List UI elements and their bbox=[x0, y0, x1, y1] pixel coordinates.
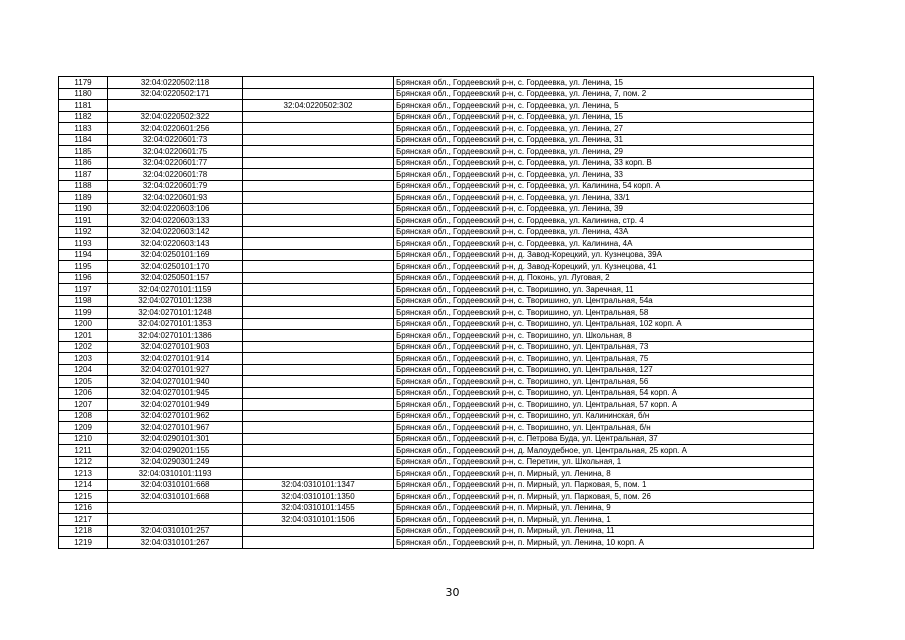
cadastral-number-cell: 32:04:0270101:1386 bbox=[108, 330, 243, 342]
table-row bbox=[59, 456, 814, 468]
table-row bbox=[59, 134, 814, 146]
address-cell: Брянская обл., Гордеевский р-н, с. Творишино, ул. Центральная, 57 корп. А bbox=[394, 399, 814, 411]
table-row bbox=[59, 215, 814, 227]
room-cadastral-number-cell bbox=[243, 422, 394, 434]
address-cell: Брянская обл., Гордеевский р-н, с. Гордеевка, ул. Калинина, стр. 4 bbox=[394, 215, 814, 227]
row-number-cell: 1214 bbox=[59, 479, 108, 491]
address-cell: Брянская обл., Гордеевский р-н, с. Творишино, ул. Центральная, 127 bbox=[394, 364, 814, 376]
cadastral-number-cell bbox=[108, 100, 243, 112]
table-row bbox=[59, 422, 814, 434]
address-cell: Брянская обл., Гордеевский р-н, с. Гордеевка, ул. Ленина, 15 bbox=[394, 111, 814, 123]
room-cadastral-number-cell bbox=[243, 146, 394, 158]
cadastral-number-cell: 32:04:0220601:75 bbox=[108, 146, 243, 158]
cadastral-number-cell: 32:04:0290301:249 bbox=[108, 456, 243, 468]
table-row bbox=[59, 88, 814, 100]
table-row bbox=[59, 295, 814, 307]
room-cadastral-number-cell bbox=[243, 456, 394, 468]
row-number-cell: 1200 bbox=[59, 318, 108, 330]
cadastral-number-cell: 32:04:0270101:962 bbox=[108, 410, 243, 422]
row-number-cell: 1210 bbox=[59, 433, 108, 445]
row-number-cell: 1183 bbox=[59, 123, 108, 135]
address-cell: Брянская обл., Гордеевский р-н, п. Мирный, ул. Ленина, 1 bbox=[394, 514, 814, 526]
cadastral-number-cell: 32:04:0310101:668 bbox=[108, 491, 243, 503]
address-cell: Брянская обл., Гордеевский р-н, с. Гордеевка, ул. Калинина, 54 корп. А bbox=[394, 180, 814, 192]
cadastral-number-cell: 32:04:0270101:914 bbox=[108, 353, 243, 365]
table-row bbox=[59, 318, 814, 330]
row-number-cell: 1211 bbox=[59, 445, 108, 457]
table-row bbox=[59, 307, 814, 319]
table-row bbox=[59, 399, 814, 411]
table-row bbox=[59, 226, 814, 238]
row-number-cell: 1186 bbox=[59, 157, 108, 169]
row-number-cell: 1188 bbox=[59, 180, 108, 192]
room-cadastral-number-cell bbox=[243, 410, 394, 422]
address-cell: Брянская обл., Гордеевский р-н, с. Творишино, ул. Центральная, 75 bbox=[394, 353, 814, 365]
row-number-cell: 1203 bbox=[59, 353, 108, 365]
row-number-cell: 1189 bbox=[59, 192, 108, 204]
address-cell: Брянская обл., Гордеевский р-н, с. Творишино, ул. Центральная, б/н bbox=[394, 422, 814, 434]
address-cell: Брянская обл., Гордеевский р-н, с. Гордеевка, ул. Ленина, 29 bbox=[394, 146, 814, 158]
row-number-cell: 1192 bbox=[59, 226, 108, 238]
row-number-cell: 1209 bbox=[59, 422, 108, 434]
table-row bbox=[59, 502, 814, 514]
cadastral-number-cell: 32:04:0220603:142 bbox=[108, 226, 243, 238]
address-cell: Брянская обл., Гордеевский р-н, с. Гордеевка, ул. Калинина, 4А bbox=[394, 238, 814, 250]
room-cadastral-number-cell: 32:04:0220502:302 bbox=[243, 100, 394, 112]
address-cell: Брянская обл., Гордеевский р-н, п. Мирный, ул. Ленина, 10 корп. А bbox=[394, 537, 814, 549]
cadastral-number-cell: 32:04:0220603:106 bbox=[108, 203, 243, 215]
address-cell: Брянская обл., Гордеевский р-н, с. Творишино, ул. Школьная, 8 bbox=[394, 330, 814, 342]
row-number-cell: 1217 bbox=[59, 514, 108, 526]
room-cadastral-number-cell bbox=[243, 111, 394, 123]
row-number-cell: 1198 bbox=[59, 295, 108, 307]
address-cell: Брянская обл., Гордеевский р-н, с. Творишино, ул. Центральная, 102 корп. А bbox=[394, 318, 814, 330]
cadastral-number-cell bbox=[108, 502, 243, 514]
cadastral-number-cell: 32:04:0220603:133 bbox=[108, 215, 243, 227]
table-row bbox=[59, 100, 814, 112]
address-cell: Брянская обл., Гордеевский р-н, с. Гордеевка, ул. Ленина, 43А bbox=[394, 226, 814, 238]
table-row bbox=[59, 272, 814, 284]
property-table bbox=[58, 76, 814, 549]
table-row bbox=[59, 353, 814, 365]
address-cell: Брянская обл., Гордеевский р-н, д. Поконь, ул. Луговая, 2 bbox=[394, 272, 814, 284]
cadastral-number-cell: 32:04:0220601:77 bbox=[108, 157, 243, 169]
room-cadastral-number-cell bbox=[243, 192, 394, 204]
room-cadastral-number-cell bbox=[243, 295, 394, 307]
row-number-cell: 1202 bbox=[59, 341, 108, 353]
room-cadastral-number-cell bbox=[243, 261, 394, 273]
table-row bbox=[59, 192, 814, 204]
room-cadastral-number-cell bbox=[243, 318, 394, 330]
room-cadastral-number-cell bbox=[243, 537, 394, 549]
row-number-cell: 1196 bbox=[59, 272, 108, 284]
row-number-cell: 1195 bbox=[59, 261, 108, 273]
row-number-cell: 1207 bbox=[59, 399, 108, 411]
cadastral-number-cell: 32:04:0250501:157 bbox=[108, 272, 243, 284]
address-cell: Брянская обл., Гордеевский р-н, с. Творишино, ул. Центральная, 54а bbox=[394, 295, 814, 307]
cadastral-number-cell: 32:04:0270101:1353 bbox=[108, 318, 243, 330]
row-number-cell: 1213 bbox=[59, 468, 108, 480]
room-cadastral-number-cell bbox=[243, 123, 394, 135]
cadastral-number-cell: 32:04:0250101:169 bbox=[108, 249, 243, 261]
table-row bbox=[59, 491, 814, 503]
table-row bbox=[59, 525, 814, 537]
table-row bbox=[59, 376, 814, 388]
row-number-cell: 1219 bbox=[59, 537, 108, 549]
cadastral-number-cell: 32:04:0270101:945 bbox=[108, 387, 243, 399]
cadastral-number-cell: 32:04:0270101:1248 bbox=[108, 307, 243, 319]
room-cadastral-number-cell bbox=[243, 445, 394, 457]
room-cadastral-number-cell bbox=[243, 341, 394, 353]
row-number-cell: 1185 bbox=[59, 146, 108, 158]
cadastral-number-cell: 32:04:0220502:118 bbox=[108, 77, 243, 89]
row-number-cell: 1206 bbox=[59, 387, 108, 399]
row-number-cell: 1184 bbox=[59, 134, 108, 146]
room-cadastral-number-cell bbox=[243, 203, 394, 215]
table-row bbox=[59, 479, 814, 491]
table-row bbox=[59, 514, 814, 526]
row-number-cell: 1191 bbox=[59, 215, 108, 227]
cadastral-number-cell: 32:04:0220502:171 bbox=[108, 88, 243, 100]
address-cell: Брянская обл., Гордеевский р-н, с. Гордеевка, ул. Ленина, 33 bbox=[394, 169, 814, 181]
page-number: 30 bbox=[445, 586, 460, 599]
table-row bbox=[59, 341, 814, 353]
table-row bbox=[59, 123, 814, 135]
address-cell: Брянская обл., Гордеевский р-н, с. Творишино, ул. Центральная, 54 корп. А bbox=[394, 387, 814, 399]
address-cell: Брянская обл., Гордеевский р-н, с. Творишино, ул. Заречная, 11 bbox=[394, 284, 814, 296]
row-number-cell: 1215 bbox=[59, 491, 108, 503]
address-cell: Брянская обл., Гордеевский р-н, с. Петрова Буда, ул. Центральная, 37 bbox=[394, 433, 814, 445]
address-cell: Брянская обл., Гордеевский р-н, с. Гордеевка, ул. Ленина, 7, пом. 2 bbox=[394, 88, 814, 100]
table-row bbox=[59, 180, 814, 192]
row-number-cell: 1179 bbox=[59, 77, 108, 89]
table-row bbox=[59, 284, 814, 296]
row-number-cell: 1218 bbox=[59, 525, 108, 537]
cadastral-number-cell: 32:04:0290201:155 bbox=[108, 445, 243, 457]
row-number-cell: 1201 bbox=[59, 330, 108, 342]
cadastral-number-cell: 32:04:0220601:73 bbox=[108, 134, 243, 146]
address-cell: Брянская обл., Гордеевский р-н, п. Мирный, ул. Парковая, 5, пом. 26 bbox=[394, 491, 814, 503]
table-row bbox=[59, 261, 814, 273]
table-row bbox=[59, 203, 814, 215]
table-row bbox=[59, 77, 814, 89]
cadastral-number-cell: 32:04:0250101:170 bbox=[108, 261, 243, 273]
address-cell: Брянская обл., Гордеевский р-н, с. Перетин, ул. Школьная, 1 bbox=[394, 456, 814, 468]
cadastral-number-cell: 32:04:0220601:78 bbox=[108, 169, 243, 181]
room-cadastral-number-cell: 32:04:0310101:1350 bbox=[243, 491, 394, 503]
room-cadastral-number-cell bbox=[243, 353, 394, 365]
address-cell: Брянская обл., Гордеевский р-н, с. Гордеевка, ул. Ленина, 31 bbox=[394, 134, 814, 146]
cadastral-number-cell: 32:04:0220601:256 bbox=[108, 123, 243, 135]
table-row bbox=[59, 537, 814, 549]
address-cell: Брянская обл., Гордеевский р-н, п. Мирный, ул. Ленина, 8 bbox=[394, 468, 814, 480]
cadastral-number-cell: 32:04:0270101:949 bbox=[108, 399, 243, 411]
room-cadastral-number-cell bbox=[243, 376, 394, 388]
address-cell: Брянская обл., Гордеевский р-н, п. Мирный, ул. Ленина, 11 bbox=[394, 525, 814, 537]
cadastral-number-cell bbox=[108, 514, 243, 526]
address-cell: Брянская обл., Гордеевский р-н, д. Малоудебное, ул. Центральная, 25 корп. А bbox=[394, 445, 814, 457]
cadastral-number-cell: 32:04:0220601:93 bbox=[108, 192, 243, 204]
cadastral-number-cell: 32:04:0290101:301 bbox=[108, 433, 243, 445]
address-cell: Брянская обл., Гордеевский р-н, с. Творишино, ул. Центральная, 58 bbox=[394, 307, 814, 319]
row-number-cell: 1197 bbox=[59, 284, 108, 296]
room-cadastral-number-cell bbox=[243, 284, 394, 296]
cadastral-number-cell: 32:04:0310101:668 bbox=[108, 479, 243, 491]
cadastral-number-cell: 32:04:0270101:940 bbox=[108, 376, 243, 388]
address-cell: Брянская обл., Гордеевский р-н, с. Гордеевка, ул. Ленина, 27 bbox=[394, 123, 814, 135]
table-row bbox=[59, 238, 814, 250]
table-row bbox=[59, 433, 814, 445]
room-cadastral-number-cell bbox=[243, 330, 394, 342]
room-cadastral-number-cell bbox=[243, 364, 394, 376]
row-number-cell: 1212 bbox=[59, 456, 108, 468]
room-cadastral-number-cell bbox=[243, 387, 394, 399]
room-cadastral-number-cell bbox=[243, 238, 394, 250]
room-cadastral-number-cell bbox=[243, 169, 394, 181]
address-cell: Брянская обл., Гордеевский р-н, с. Творишино, ул. Центральная, 73 bbox=[394, 341, 814, 353]
cadastral-number-cell: 32:04:0310101:1193 bbox=[108, 468, 243, 480]
table-row bbox=[59, 169, 814, 181]
room-cadastral-number-cell bbox=[243, 272, 394, 284]
room-cadastral-number-cell bbox=[243, 180, 394, 192]
cadastral-number-cell: 32:04:0220603:143 bbox=[108, 238, 243, 250]
row-number-cell: 1208 bbox=[59, 410, 108, 422]
room-cadastral-number-cell: 32:04:0310101:1347 bbox=[243, 479, 394, 491]
table-body bbox=[59, 77, 814, 549]
row-number-cell: 1204 bbox=[59, 364, 108, 376]
cadastral-number-cell: 32:04:0270101:967 bbox=[108, 422, 243, 434]
table-row bbox=[59, 468, 814, 480]
room-cadastral-number-cell bbox=[243, 157, 394, 169]
room-cadastral-number-cell: 32:04:0310101:1455 bbox=[243, 502, 394, 514]
address-cell: Брянская обл., Гордеевский р-н, с. Гордеевка, ул. Ленина, 15 bbox=[394, 77, 814, 89]
table-row bbox=[59, 445, 814, 457]
table-row bbox=[59, 146, 814, 158]
address-cell: Брянская обл., Гордеевский р-н, п. Мирный, ул. Парковая, 5, пом. 1 bbox=[394, 479, 814, 491]
address-cell: Брянская обл., Гордеевский р-н, д. Завод-Корецкий, ул. Кузнецова, 39А bbox=[394, 249, 814, 261]
room-cadastral-number-cell bbox=[243, 226, 394, 238]
row-number-cell: 1182 bbox=[59, 111, 108, 123]
room-cadastral-number-cell bbox=[243, 77, 394, 89]
address-cell: Брянская обл., Гордеевский р-н, с. Творишино, ул. Центральная, 56 bbox=[394, 376, 814, 388]
room-cadastral-number-cell bbox=[243, 215, 394, 227]
room-cadastral-number-cell bbox=[243, 134, 394, 146]
room-cadastral-number-cell bbox=[243, 525, 394, 537]
cadastral-number-cell: 32:04:0270101:903 bbox=[108, 341, 243, 353]
row-number-cell: 1181 bbox=[59, 100, 108, 112]
room-cadastral-number-cell bbox=[243, 399, 394, 411]
room-cadastral-number-cell bbox=[243, 433, 394, 445]
room-cadastral-number-cell bbox=[243, 307, 394, 319]
row-number-cell: 1205 bbox=[59, 376, 108, 388]
row-number-cell: 1180 bbox=[59, 88, 108, 100]
room-cadastral-number-cell bbox=[243, 249, 394, 261]
table-row bbox=[59, 410, 814, 422]
cadastral-number-cell: 32:04:0270101:1238 bbox=[108, 295, 243, 307]
row-number-cell: 1194 bbox=[59, 249, 108, 261]
address-cell: Брянская обл., Гордеевский р-н, с. Творишино, ул. Калининская, б/н bbox=[394, 410, 814, 422]
row-number-cell: 1190 bbox=[59, 203, 108, 215]
cadastral-number-cell: 32:04:0220502:322 bbox=[108, 111, 243, 123]
table-row bbox=[59, 364, 814, 376]
room-cadastral-number-cell bbox=[243, 88, 394, 100]
address-cell: Брянская обл., Гордеевский р-н, с. Гордеевка, ул. Ленина, 39 bbox=[394, 203, 814, 215]
row-number-cell: 1199 bbox=[59, 307, 108, 319]
row-number-cell: 1187 bbox=[59, 169, 108, 181]
table-row bbox=[59, 111, 814, 123]
address-cell: Брянская обл., Гордеевский р-н, п. Мирный, ул. Ленина, 9 bbox=[394, 502, 814, 514]
address-cell: Брянская обл., Гордеевский р-н, с. Гордеевка, ул. Ленина, 5 bbox=[394, 100, 814, 112]
cadastral-number-cell: 32:04:0310101:257 bbox=[108, 525, 243, 537]
cadastral-number-cell: 32:04:0310101:267 bbox=[108, 537, 243, 549]
address-cell: Брянская обл., Гордеевский р-н, с. Гордеевка, ул. Ленина, 33/1 bbox=[394, 192, 814, 204]
table-row bbox=[59, 157, 814, 169]
address-cell: Брянская обл., Гордеевский р-н, д. Завод-Корецкий, ул. Кузнецова, 41 bbox=[394, 261, 814, 273]
room-cadastral-number-cell: 32:04:0310101:1506 bbox=[243, 514, 394, 526]
cadastral-number-cell: 32:04:0220601:79 bbox=[108, 180, 243, 192]
table-row bbox=[59, 387, 814, 399]
table-row bbox=[59, 330, 814, 342]
address-cell: Брянская обл., Гордеевский р-н, с. Гордеевка, ул. Ленина, 33 корп. В bbox=[394, 157, 814, 169]
cadastral-number-cell: 32:04:0270101:927 bbox=[108, 364, 243, 376]
cadastral-number-cell: 32:04:0270101:1159 bbox=[108, 284, 243, 296]
table-row bbox=[59, 249, 814, 261]
row-number-cell: 1193 bbox=[59, 238, 108, 250]
row-number-cell: 1216 bbox=[59, 502, 108, 514]
room-cadastral-number-cell bbox=[243, 468, 394, 480]
